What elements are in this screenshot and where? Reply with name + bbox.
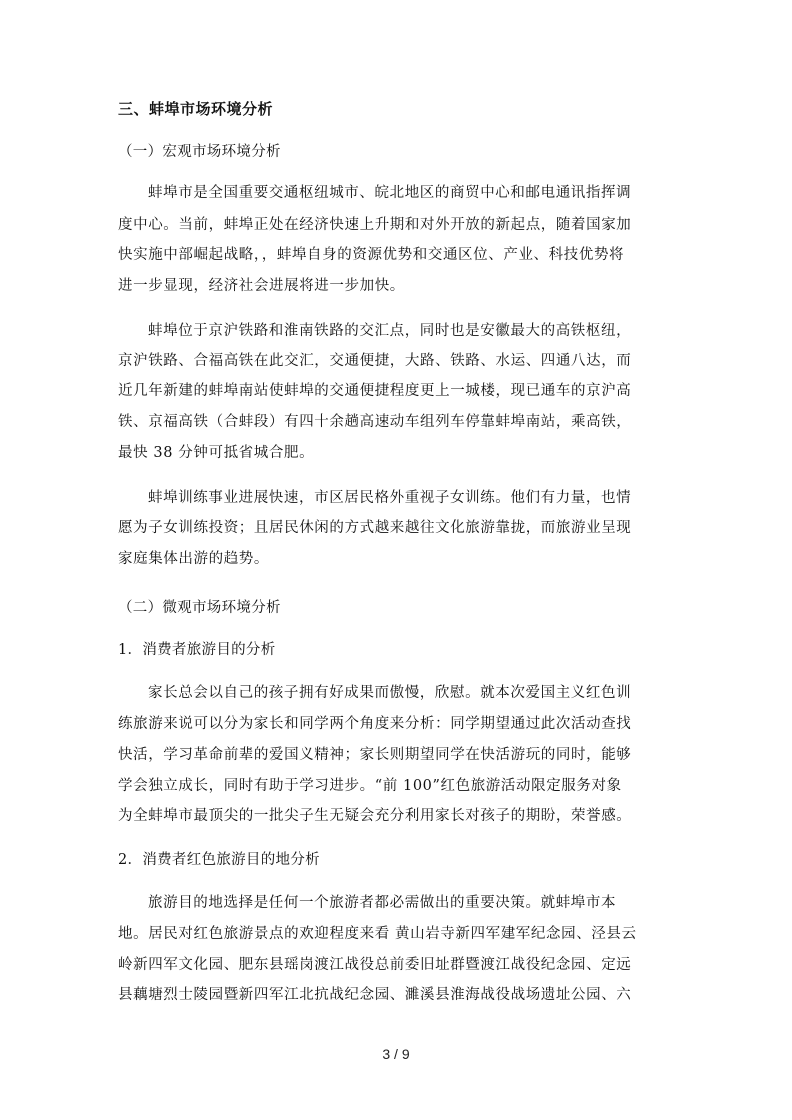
text-line: 愿为子女训练投资；且居民休闲的方式越来越往文化旅游靠拢，而旅游业呈现 xyxy=(118,520,632,536)
text-line: 家庭集体出游的趋势。 xyxy=(118,551,269,567)
text-line: 蚌埠位于京沪铁路和淮南铁路的交汇点，同时也是安徽最大的高铁枢纽， xyxy=(148,323,632,339)
text-line: 最快 38 分钟可抵省城合肥。 xyxy=(118,445,315,461)
text-line: 铁、京福高铁（合蚌段）有四十余趟高速动车组列车停靠蚌埠南站，乘高铁， xyxy=(118,414,632,430)
page-number: 3 / 9 xyxy=(382,1046,410,1062)
text-line: 学会独立成长，同时有助于学习进步。“前 100”红色旅游活动限定服务对象 xyxy=(118,778,622,794)
text-line: 岭新四军文化园、肥东县瑶岗渡江战役总前委旧址群暨渡江战役纪念园、定远 xyxy=(118,957,632,973)
text-line: 近几年新建的蚌埠南站使蚌埠的交通便捷程度更上一城楼，现已通车的京沪高 xyxy=(118,383,632,399)
text-line: 县藕塘烈士陵园暨新四军江北抗战纪念园、濉溪县淮海战役战场遗址公园、六 xyxy=(118,987,632,1003)
text-line: 京沪铁路、合福高铁在此交汇，交通便捷，大路、铁路、水运、四通八达，而 xyxy=(118,353,632,369)
subsection-heading-macro: （一）宏观市场环境分析 xyxy=(118,144,281,160)
text-line: 度中心。当前，蚌埠正处在经济快速上升期和对外开放的新起点，随着国家加 xyxy=(118,217,632,233)
text-line: 进一步显现，经济社会进展将进一步加快。 xyxy=(118,278,405,294)
text-line: 蚌埠市是全国重要交通枢纽城市、皖北地区的商贸中心和邮电通讯指挥调 xyxy=(148,185,632,201)
list-item-heading-1: 1．消费者旅游目的分析 xyxy=(118,642,276,658)
list-item-heading-2: 2．消费者红色旅游目的地分析 xyxy=(118,852,320,868)
text-line: 快实施中部崛起战略，，蚌埠自身的资源优势和交通区位、产业、科技优势将 xyxy=(118,247,625,263)
text-line: 快活，学习革命前辈的爱国义精神；家长则期望同学在快活游玩的同时，能够 xyxy=(118,747,632,763)
text-line: 蚌埠训练事业进展快速，市区居民格外重视子女训练。他们有力量，也情 xyxy=(148,490,632,506)
text-line: 地。居民对红色旅游景点的欢迎程度来看 黄山岩寺新四军建军纪念园、泾县云 xyxy=(118,926,637,942)
text-line: 旅游目的地选择是任何一个旅游者都必需做出的重要决策。就蚌埠市本 xyxy=(148,895,617,911)
text-line: 练旅游来说可以分为家长和同学两个角度来分析：同学期望通过此次活动查找 xyxy=(118,716,632,732)
section-heading: 三、蚌埠市场环境分析 xyxy=(118,100,274,118)
text-line: 为全蚌埠市最顶尖的一批尖子生无疑会充分利用家长对孩子的期盼，荣誉感。 xyxy=(118,808,632,824)
subsection-heading-micro: （二）微观市场环境分析 xyxy=(118,600,281,616)
text-line: 家长总会以自己的孩子拥有好成果而傲慢，欣慰。就本次爱国主义红色训 xyxy=(148,685,632,701)
